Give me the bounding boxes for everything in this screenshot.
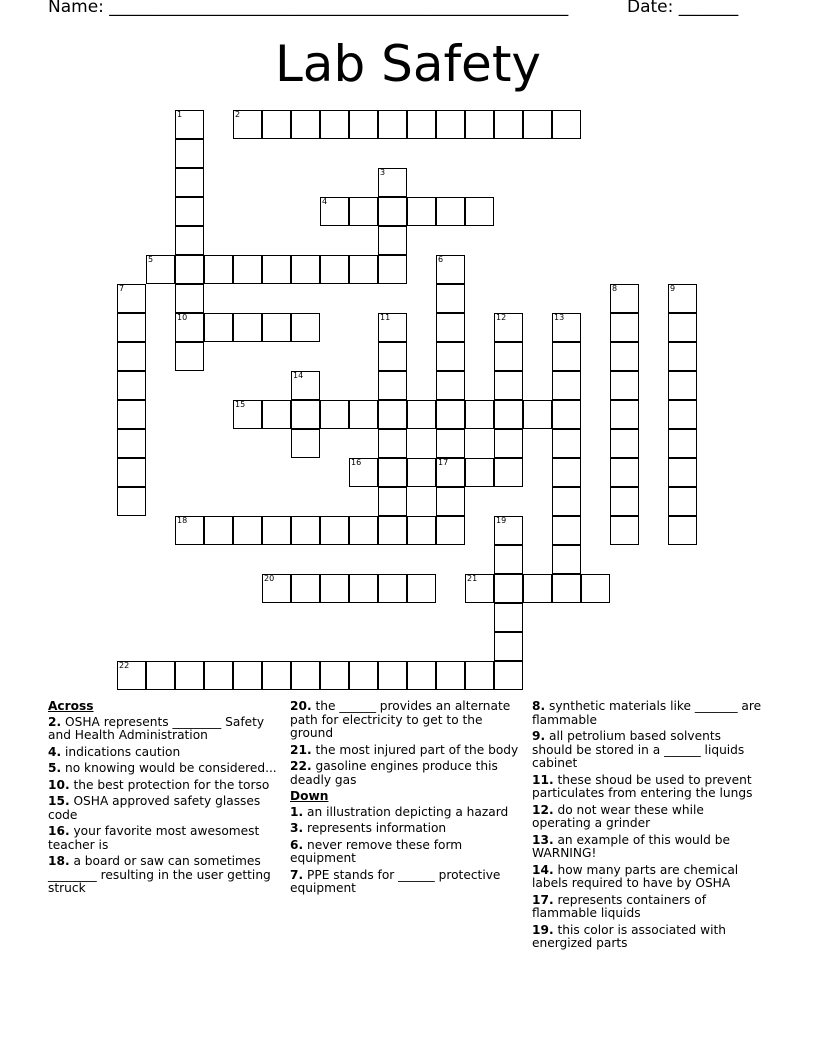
clue-number: 21 (467, 574, 478, 583)
grid-cell[interactable] (552, 400, 581, 429)
grid-cell[interactable] (175, 110, 204, 139)
grid-cell[interactable] (494, 371, 523, 400)
clue-item-number: 1. (290, 804, 304, 819)
grid-cell[interactable] (349, 110, 378, 139)
grid-cell[interactable] (378, 168, 407, 197)
grid-cell[interactable] (175, 226, 204, 255)
grid-cell[interactable] (146, 255, 175, 284)
grid-cell[interactable] (175, 342, 204, 371)
page-title: Lab Safety (274, 35, 542, 93)
grid-cell[interactable] (407, 574, 436, 603)
grid-cell[interactable] (494, 545, 523, 574)
clue-item (48, 795, 278, 822)
grid-cell[interactable] (610, 429, 639, 458)
clue-item-text: an illustration depicting a hazard (307, 804, 509, 819)
grid-cell[interactable] (349, 516, 378, 545)
clue-number: 3 (380, 168, 386, 177)
clue-number: 2 (235, 110, 241, 119)
grid-cell[interactable] (494, 313, 523, 342)
grid-cell[interactable] (378, 661, 407, 690)
grid-cell[interactable] (465, 110, 494, 139)
clue-item (532, 834, 764, 861)
clue-item (48, 746, 278, 760)
grid-cell[interactable] (262, 516, 291, 545)
grid-cell[interactable] (233, 400, 262, 429)
grid-cell[interactable] (291, 110, 320, 139)
clue-item (290, 760, 522, 787)
grid-cell[interactable] (378, 110, 407, 139)
grid-cell[interactable] (291, 516, 320, 545)
clue-item-number: 3. (290, 821, 304, 835)
grid-cell[interactable] (523, 110, 552, 139)
grid-cell[interactable] (610, 371, 639, 400)
clue-number: 1 (177, 110, 183, 119)
date-field-line: Date: _______ (627, 0, 739, 17)
clue-item (532, 864, 764, 891)
clue-number: 9 (670, 284, 676, 293)
clue-item-text: a board or saw can sometimes ________ resulting in the user getting struck (48, 854, 271, 895)
clue-item-number: 19. (532, 922, 554, 937)
grid-cell[interactable] (494, 632, 523, 661)
grid-cell[interactable] (436, 313, 465, 342)
grid-cell[interactable] (117, 429, 146, 458)
clue-item (48, 716, 278, 743)
clue-item-text: the ______ provides an alternate path for electricity to get to the ground (290, 699, 511, 740)
grid-cell[interactable] (668, 516, 697, 545)
clue-item-text: do not wear these while operating a grinder (532, 802, 704, 830)
grid-cell[interactable] (320, 110, 349, 139)
grid-cell[interactable] (349, 661, 378, 690)
clue-item-number: 16. (48, 824, 70, 838)
grid-cell[interactable] (668, 458, 697, 487)
grid-cell[interactable] (320, 255, 349, 284)
clue-item (48, 825, 278, 852)
clue-item-text: an example of this would be WARNING! (532, 832, 730, 860)
grid-cell[interactable] (552, 458, 581, 487)
clue-item (48, 762, 278, 776)
clue-number: 12 (496, 313, 507, 322)
grid-cell[interactable] (117, 371, 146, 400)
clue-item-text: your favorite most awesomest teacher is (48, 824, 260, 852)
grid-cell[interactable] (610, 284, 639, 313)
clue-item (290, 822, 522, 836)
grid-cell[interactable] (552, 371, 581, 400)
grid-cell[interactable] (378, 313, 407, 342)
clue-item-text: all petrolium based solvents should be stored in a ______ liquids cabinet (532, 729, 745, 770)
grid-cell[interactable] (117, 313, 146, 342)
clue-item-number: 18. (48, 854, 70, 868)
grid-cell[interactable] (175, 139, 204, 168)
clue-number: 19 (496, 516, 507, 525)
clue-number: 10 (177, 313, 188, 322)
grid-cell[interactable] (233, 255, 262, 284)
grid-cell[interactable] (233, 516, 262, 545)
clue-item (532, 924, 764, 951)
grid-cell[interactable] (262, 255, 291, 284)
clue-item-number: 2. (48, 714, 62, 729)
grid-cell[interactable] (262, 574, 291, 603)
grid-cell[interactable] (436, 400, 465, 429)
grid-cell[interactable] (494, 458, 523, 487)
grid-cell[interactable] (117, 487, 146, 516)
grid-cell[interactable] (668, 371, 697, 400)
clue-item-text: the most injured part of the body (315, 742, 519, 757)
grid-cell[interactable] (523, 400, 552, 429)
grid-cell[interactable] (291, 574, 320, 603)
grid-cell[interactable] (494, 516, 523, 545)
clue-item-text: these shoud be used to prevent particulates from entering the lungs (532, 772, 753, 800)
clue-item-number: 11. (532, 772, 554, 787)
grid-cell[interactable] (610, 342, 639, 371)
clue-column (48, 700, 278, 899)
clue-item-number: 9. (532, 729, 546, 743)
grid-cell[interactable] (320, 400, 349, 429)
clue-item-number: 20. (290, 699, 312, 713)
grid-cell[interactable] (378, 458, 407, 487)
grid-cell[interactable] (494, 661, 523, 690)
grid-cell[interactable] (320, 197, 349, 226)
clue-item-text: never remove these form equipment (290, 837, 463, 865)
grid-cell[interactable] (436, 661, 465, 690)
clue-number: 20 (264, 574, 275, 583)
clue-item-number: 15. (48, 794, 70, 808)
clue-item-number: 21. (290, 742, 312, 757)
grid-cell[interactable] (291, 429, 320, 458)
clue-item-number: 7. (290, 867, 304, 882)
clue-section-heading: Across (48, 699, 94, 713)
clue-item (532, 774, 764, 801)
grid-cell[interactable] (378, 226, 407, 255)
grid-cell[interactable] (291, 255, 320, 284)
clue-item-text: OSHA approved safety glasses code (48, 794, 261, 822)
clue-item-number: 6. (290, 837, 304, 852)
grid-cell[interactable] (465, 400, 494, 429)
clue-item (290, 700, 522, 741)
clue-item-number: 14. (532, 862, 554, 877)
grid-cell[interactable] (465, 458, 494, 487)
clue-item-number: 17. (532, 892, 554, 907)
grid-cell[interactable] (407, 516, 436, 545)
clue-item-number: 4. (48, 744, 62, 759)
grid-cell[interactable] (581, 574, 610, 603)
grid-cell[interactable] (668, 284, 697, 313)
grid-cell[interactable] (436, 371, 465, 400)
grid-cell[interactable] (436, 255, 465, 284)
clue-item (532, 730, 764, 771)
clue-item (48, 779, 278, 793)
grid-cell[interactable] (436, 458, 465, 487)
clue-item-text: PPE stands for ______ protective equipment (290, 867, 501, 895)
clue-item (48, 855, 278, 896)
grid-cell[interactable] (436, 284, 465, 313)
grid-cell[interactable] (204, 516, 233, 545)
grid-cell[interactable] (378, 574, 407, 603)
grid-cell[interactable] (291, 313, 320, 342)
grid-cell[interactable] (204, 255, 233, 284)
grid-cell[interactable] (233, 110, 262, 139)
grid-cell[interactable] (175, 255, 204, 284)
grid-cell[interactable] (407, 197, 436, 226)
grid-cell[interactable] (320, 574, 349, 603)
clue-number: 6 (438, 255, 444, 264)
grid-cell[interactable] (407, 661, 436, 690)
grid-cell[interactable] (610, 458, 639, 487)
clue-item-text: represents containers of flammable liquids (532, 892, 706, 920)
clue-number: 15 (235, 400, 246, 409)
grid-cell[interactable] (204, 313, 233, 342)
grid-cell[interactable] (552, 487, 581, 516)
grid-cell[interactable] (262, 313, 291, 342)
clue-number: 5 (148, 255, 154, 264)
clue-item-number: 10. (48, 777, 70, 792)
clue-number: 4 (322, 197, 328, 206)
clue-item-number: 8. (532, 699, 546, 713)
grid-cell[interactable] (378, 487, 407, 516)
clue-number: 8 (612, 284, 618, 293)
grid-cell[interactable] (436, 110, 465, 139)
grid-cell[interactable] (407, 110, 436, 139)
grid-cell[interactable] (494, 574, 523, 603)
clue-number: 17 (438, 458, 449, 467)
clue-item (532, 700, 764, 727)
grid-cell[interactable] (175, 197, 204, 226)
grid-cell[interactable] (465, 574, 494, 603)
grid-cell[interactable] (204, 661, 233, 690)
clue-number: 13 (554, 313, 565, 322)
grid-cell[interactable] (349, 458, 378, 487)
grid-cell[interactable] (175, 284, 204, 313)
clue-item (290, 806, 522, 820)
grid-cell[interactable] (378, 371, 407, 400)
name-field-line: Name: ______________________________________________________ (48, 0, 569, 17)
grid-cell[interactable] (349, 574, 378, 603)
grid-cell[interactable] (378, 197, 407, 226)
grid-cell[interactable] (378, 429, 407, 458)
clue-number: 14 (293, 371, 304, 380)
grid-cell[interactable] (378, 255, 407, 284)
grid-cell[interactable] (233, 313, 262, 342)
clue-item-text: how many parts are chemical labels required to have by OSHA (532, 862, 739, 890)
clue-item (290, 839, 522, 866)
clue-item (290, 744, 522, 758)
grid-cell[interactable] (436, 197, 465, 226)
clue-number: 7 (119, 284, 125, 293)
clue-item-text: no knowing would be considered... (65, 761, 277, 775)
grid-cell[interactable] (320, 661, 349, 690)
grid-cell[interactable] (668, 342, 697, 371)
grid-cell[interactable] (407, 400, 436, 429)
grid-cell[interactable] (291, 371, 320, 400)
grid-cell[interactable] (668, 400, 697, 429)
clue-item-text: indications caution (65, 744, 181, 759)
grid-cell[interactable] (436, 516, 465, 545)
grid-cell[interactable] (349, 255, 378, 284)
grid-cell[interactable] (552, 574, 581, 603)
grid-cell[interactable] (117, 284, 146, 313)
grid-cell[interactable] (552, 545, 581, 574)
clue-item (532, 804, 764, 831)
grid-cell[interactable] (668, 429, 697, 458)
grid-cell[interactable] (436, 429, 465, 458)
clue-item-text: gasoline engines produce this deadly gas (290, 759, 498, 787)
clue-item-text: represents information (307, 821, 447, 835)
grid-cell[interactable] (378, 516, 407, 545)
grid-cell[interactable] (436, 487, 465, 516)
grid-cell[interactable] (349, 197, 378, 226)
clue-item-number: 22. (290, 759, 312, 773)
clue-number: 11 (380, 313, 391, 322)
grid-cell[interactable] (552, 429, 581, 458)
clue-item (532, 894, 764, 921)
grid-cell[interactable] (407, 458, 436, 487)
grid-cell[interactable] (610, 313, 639, 342)
clue-item-number: 13. (532, 832, 554, 847)
grid-cell[interactable] (117, 458, 146, 487)
grid-cell[interactable] (262, 661, 291, 690)
grid-cell[interactable] (378, 400, 407, 429)
clue-column (290, 700, 522, 899)
grid-cell[interactable] (320, 516, 349, 545)
grid-cell[interactable] (233, 661, 262, 690)
grid-cell[interactable] (494, 342, 523, 371)
clue-item-text: this color is associated with energized parts (532, 922, 726, 950)
grid-cell[interactable] (378, 342, 407, 371)
grid-cell[interactable] (117, 400, 146, 429)
grid-cell[interactable] (552, 110, 581, 139)
grid-cell[interactable] (552, 313, 581, 342)
grid-cell[interactable] (465, 197, 494, 226)
grid-cell[interactable] (465, 661, 494, 690)
grid-cell[interactable] (175, 516, 204, 545)
grid-cell[interactable] (523, 574, 552, 603)
grid-cell[interactable] (668, 313, 697, 342)
grid-cell[interactable] (175, 313, 204, 342)
grid-cell[interactable] (552, 516, 581, 545)
grid-cell[interactable] (117, 661, 146, 690)
clue-item-number: 5. (48, 761, 62, 775)
grid-cell[interactable] (494, 429, 523, 458)
grid-cell[interactable] (349, 400, 378, 429)
clue-number: 18 (177, 516, 188, 525)
grid-cell[interactable] (175, 661, 204, 690)
clue-item-text: the best protection for the torso (73, 777, 270, 792)
grid-cell[interactable] (494, 603, 523, 632)
grid-cell[interactable] (552, 342, 581, 371)
clue-section-heading: Down (290, 789, 329, 803)
grid-cell[interactable] (175, 168, 204, 197)
grid-cell[interactable] (610, 487, 639, 516)
clue-number: 22 (119, 661, 130, 670)
clue-item-number: 12. (532, 802, 554, 817)
grid-cell[interactable] (494, 110, 523, 139)
grid-cell[interactable] (610, 516, 639, 545)
clue-column (532, 700, 764, 954)
grid-cell[interactable] (262, 110, 291, 139)
clue-item-text: synthetic materials like _______ are flammable (532, 699, 762, 727)
grid-cell[interactable] (117, 342, 146, 371)
grid-cell[interactable] (291, 400, 320, 429)
grid-cell[interactable] (494, 400, 523, 429)
grid-cell[interactable] (291, 661, 320, 690)
clue-number: 16 (351, 458, 362, 467)
clue-item-text: OSHA represents ________ Safety and Health Administration (48, 714, 265, 742)
grid-cell[interactable] (610, 400, 639, 429)
clue-item (290, 869, 522, 896)
grid-cell[interactable] (668, 487, 697, 516)
grid-cell[interactable] (436, 342, 465, 371)
grid-cell[interactable] (262, 400, 291, 429)
grid-cell[interactable] (146, 661, 175, 690)
